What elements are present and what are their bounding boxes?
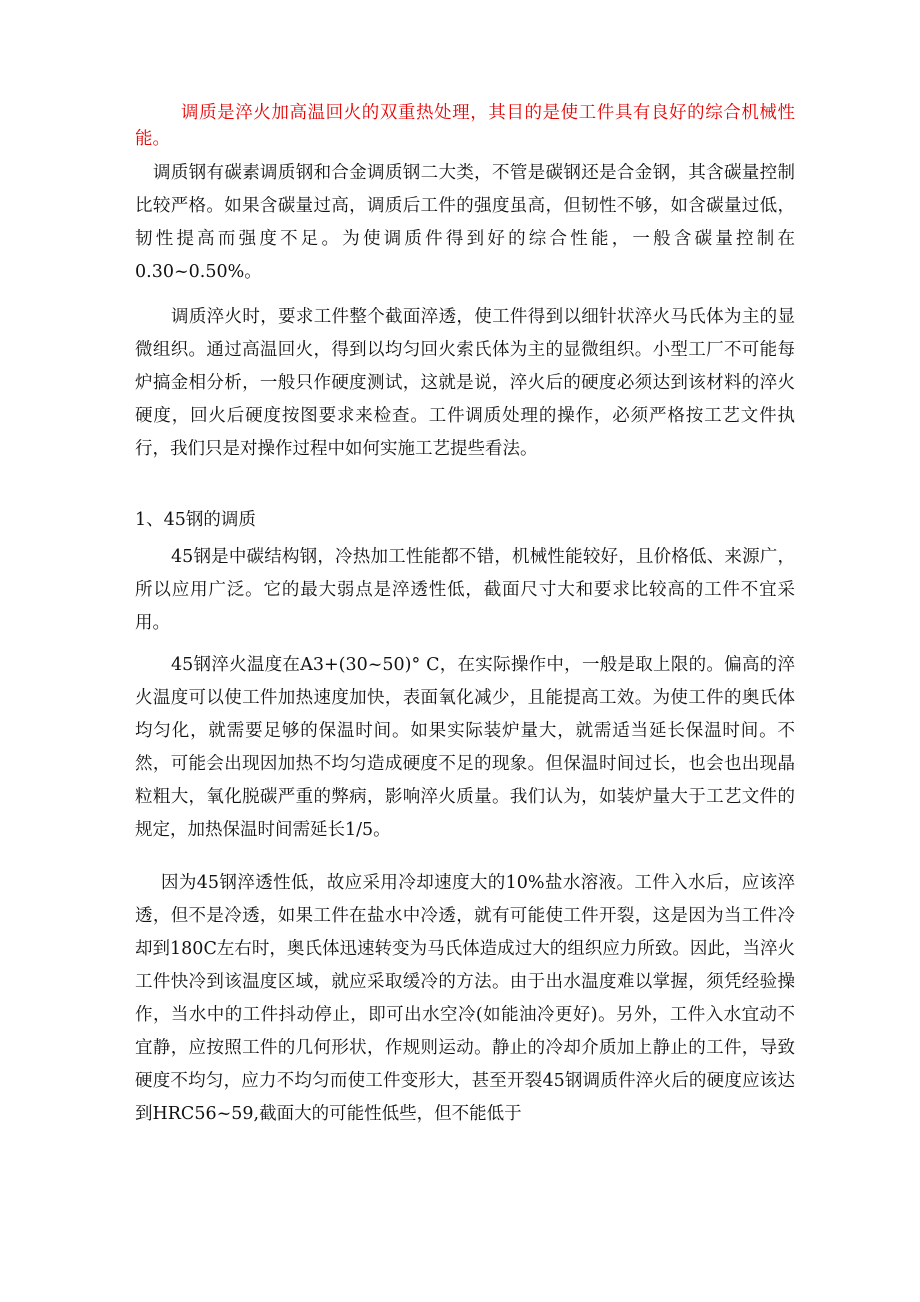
section-heading: 1、45钢的调质 [135, 510, 256, 530]
quenching-paragraph: 调质淬火时，要求工件整个截面淬透，使工件得到以细针状淬火马氏体为主的显微组织。通过高温回火，得到以均匀回火索氏体为主的显微组织。小型工厂不可能每炉搞金相分析，一般只作硬度测试，这就是说，淬火后的硬度必须达到该材料的淬火硬度，回火后硬度按图要求来检查。工件调质处理的操作，必须严格按工艺文件执行，我们只是对操作过程中如何实施工艺提些看法。 [135, 307, 795, 459]
quench-temperature-paragraph: 45钢淬火温度在A3+(30~50)° C，在实际操作中，一般是取上限的。偏高的淬火温度可以使工件加热速度加快，表面氧化减少，且能提高工效。为使工件的奥氏体均匀化，就需要足够的保温时间。如果实际装炉量大，就需适当延长保温时间。不然，可能会出现因加热不均匀造成硬度不足的现象。但保温时间过长，也会也出现晶粒粗大，氧化脱碳严重的弊病，影响淬火质量。我们认为，如装炉量大于工艺文件的规定，加热保温时间需延长1/5。 [135, 655, 795, 840]
intro-paragraph: 调质是淬火加高温回火的双重热处理，其目的是使工件具有良好的综合机械性能。 [135, 103, 795, 149]
carbon-content-paragraph: 调质钢有碳素调质钢和合金调质钢二大类，不管是碳钢还是合金钢，其含碳量控制比较严格。如果含碳量过高，调质后工件的强度虽高，但韧性不够，如含碳量过低，韧性提高而强度不足。为使调质件得到好的综合性能，一般含碳量控制在0.30~0.50%。 [135, 163, 795, 282]
cooling-paragraph: 因为45钢淬透性低，故应采用冷却速度大的10%盐水溶液。工件入水后，应该淬透，但不是冷透，如果工件在盐水中冷透，就有可能使工件开裂，这是因为当工件冷却到180C左右时，奥氏体迅速转变为马氏体造成过大的组织应力所致。因此，当淬火工件快冷到该温度区域，就应采取缓冷的方法。由于出水温度难以掌握，须凭经验操作，当水中的工件抖动停止，即可出水空冷(如能油冷更好)。另外，工件入水宜动不宜静，应按照工件的几何形状，作规则运动。静止的冷却介质加上静止的工件，导致硬度不均匀，应力不均匀而使工件变形大，甚至开裂45钢调质件淬火后的硬度应该达到HRC56~59,截面大的可能性低些，但不能低于 [135, 873, 795, 1124]
steel45-intro-paragraph: 45钢是中碳结构钢，冷热加工性能都不错，机械性能较好，且价格低、来源广，所以应用广泛。它的最大弱点是淬透性低，截面尺寸大和要求比较高的工件不宜采用。 [135, 547, 795, 633]
